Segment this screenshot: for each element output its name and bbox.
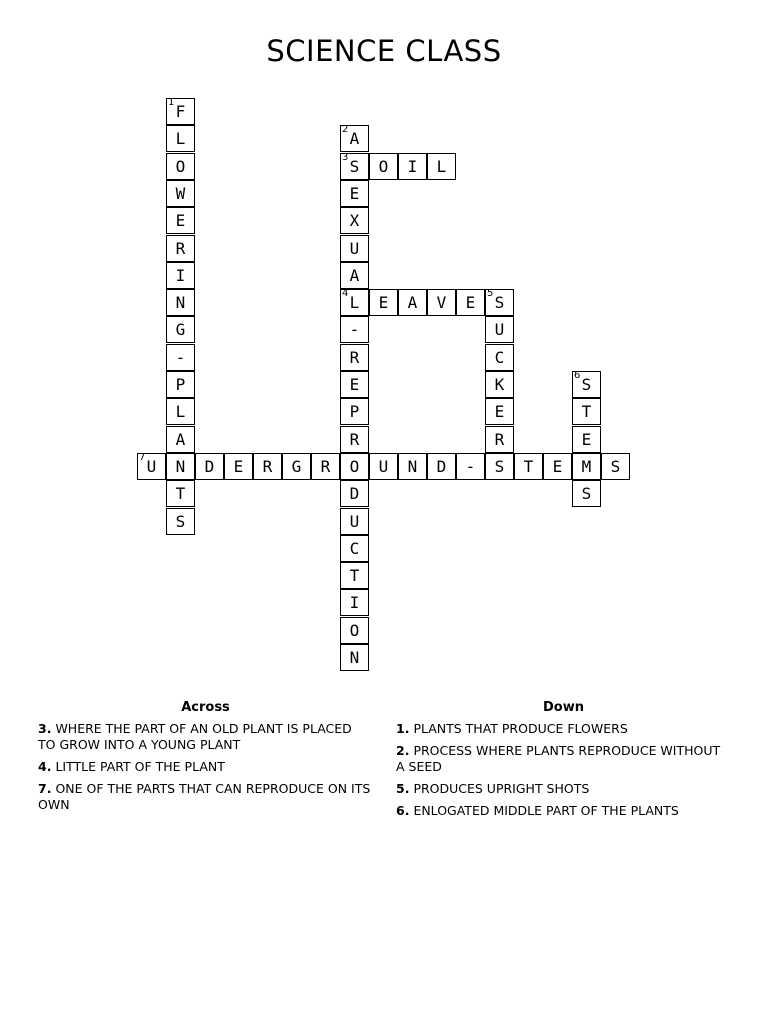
clue-text: PROCESS WHERE PLANTS REPRODUCE WITHOUT A SEED (396, 743, 721, 774)
grid-cell[interactable] (514, 453, 543, 480)
cell-letter: N (175, 457, 186, 476)
grid-cell[interactable] (427, 453, 456, 480)
cell-letter: U (378, 457, 389, 476)
grid-cell[interactable] (601, 453, 630, 480)
cell-letter: N (407, 457, 418, 476)
cell-letter: R (494, 430, 505, 449)
clue-number-label: 7 (139, 452, 146, 463)
cell-letter: R (175, 239, 186, 258)
cell-letter: E (552, 457, 563, 476)
down-heading: Down (543, 700, 584, 715)
grid-cell[interactable] (340, 480, 369, 507)
grid-cell[interactable] (485, 398, 514, 425)
grid-cell[interactable] (166, 453, 195, 480)
grid-cell[interactable] (340, 316, 369, 343)
cell-letter: I (407, 157, 418, 176)
cell-letter: I (175, 266, 186, 285)
cell-letter: T (349, 566, 360, 585)
grid-cell[interactable] (340, 426, 369, 453)
cell-letter: A (407, 293, 418, 312)
grid-cell[interactable] (340, 562, 369, 589)
clue-number: 3. (38, 721, 52, 736)
clue-number: 6. (396, 803, 410, 818)
grid-cell[interactable] (398, 289, 427, 316)
down-clues (396, 700, 731, 825)
grid-cell[interactable] (543, 453, 572, 480)
cell-letter: S (581, 484, 592, 503)
clue-number-label: 5 (487, 288, 494, 299)
cell-letter: O (175, 157, 186, 176)
cell-letter: C (494, 348, 505, 367)
cell-letter: S (494, 293, 505, 312)
clue-number-label: 1 (168, 97, 175, 108)
grid-cell[interactable] (166, 125, 195, 152)
across-clue (38, 781, 373, 813)
grid-cell[interactable] (485, 371, 514, 398)
cell-letter: E (349, 375, 360, 394)
cell-letter: R (320, 457, 331, 476)
clue-text: PRODUCES UPRIGHT SHOTS (413, 781, 590, 796)
clue-number: 5. (396, 781, 410, 796)
cell-letter: O (378, 157, 389, 176)
cell-letter: U (494, 320, 505, 339)
grid-cell[interactable] (340, 644, 369, 671)
grid-cell[interactable] (572, 453, 601, 480)
grid-cell[interactable] (253, 453, 282, 480)
cell-letter: A (349, 266, 360, 285)
grid-cell[interactable] (166, 398, 195, 425)
down-clue (396, 803, 731, 819)
cell-letter: D (204, 457, 215, 476)
cell-letter: P (349, 402, 360, 421)
cell-letter: U (349, 512, 360, 531)
cell-letter: A (349, 129, 360, 148)
clue-number: 1. (396, 721, 410, 736)
grid-cell[interactable] (485, 426, 514, 453)
grid-cell[interactable] (340, 235, 369, 262)
cell-letter: L (436, 157, 447, 176)
grid-cell[interactable] (340, 535, 369, 562)
cell-letter: R (349, 430, 360, 449)
clue-text: ENLOGATED MIDDLE PART OF THE PLANTS (413, 803, 679, 818)
cell-letter: I (349, 593, 360, 612)
grid-cell[interactable] (166, 371, 195, 398)
clue-number: 7. (38, 781, 52, 796)
clue-text: WHERE THE PART OF AN OLD PLANT IS PLACED TO GROW INTO A YOUNG PLANT (38, 721, 352, 752)
cell-letter: T (581, 402, 592, 421)
cell-letter: G (175, 320, 186, 339)
cell-letter: - (465, 457, 476, 476)
cell-letter: D (349, 484, 360, 503)
grid-cell[interactable] (340, 153, 369, 180)
grid-cell[interactable] (166, 98, 195, 125)
grid-cell[interactable] (340, 589, 369, 616)
across-clues (38, 700, 373, 819)
across-clue (38, 759, 373, 775)
grid-cell[interactable] (166, 316, 195, 343)
cell-letter: G (291, 457, 302, 476)
cell-letter: R (349, 348, 360, 367)
grid-cell[interactable] (166, 426, 195, 453)
cell-letter: E (465, 293, 476, 312)
cell-letter: U (146, 457, 157, 476)
grid-cell[interactable] (340, 207, 369, 234)
cell-letter: S (175, 512, 186, 531)
cell-letter: X (349, 211, 360, 230)
cell-letter: N (349, 648, 360, 667)
grid-cell[interactable] (282, 453, 311, 480)
grid-cell[interactable] (340, 125, 369, 152)
grid-cell[interactable] (398, 453, 427, 480)
clue-number-label: 2 (342, 124, 349, 135)
cell-letter: S (581, 375, 592, 394)
grid-cell[interactable] (572, 398, 601, 425)
grid-cell[interactable] (485, 453, 514, 480)
cell-letter: E (494, 402, 505, 421)
grid-cell[interactable] (572, 480, 601, 507)
clue-number: 2. (396, 743, 410, 758)
grid-cell[interactable] (340, 617, 369, 644)
grid-cell[interactable] (398, 153, 427, 180)
cell-letter: E (175, 211, 186, 230)
cell-letter: F (175, 102, 186, 121)
cell-letter: M (581, 457, 592, 476)
grid-cell[interactable] (166, 235, 195, 262)
cell-letter: - (349, 320, 360, 339)
grid-cell[interactable] (166, 153, 195, 180)
down-clue (396, 743, 731, 775)
clue-text: LITTLE PART OF THE PLANT (55, 759, 225, 774)
across-clue (38, 721, 373, 753)
grid-cell[interactable] (340, 180, 369, 207)
cell-letter: U (349, 239, 360, 258)
grid-cell[interactable] (340, 453, 369, 480)
grid-cell[interactable] (340, 262, 369, 289)
grid-cell[interactable] (166, 262, 195, 289)
grid-cell[interactable] (427, 289, 456, 316)
grid-cell[interactable] (485, 316, 514, 343)
grid-cell[interactable] (340, 371, 369, 398)
grid-cell[interactable] (166, 344, 195, 371)
cell-letter: C (349, 539, 360, 558)
cell-letter: N (175, 293, 186, 312)
cell-letter: D (436, 457, 447, 476)
clue-text: PLANTS THAT PRODUCE FLOWERS (413, 721, 628, 736)
clue-number: 4. (38, 759, 52, 774)
grid-cell[interactable] (195, 453, 224, 480)
grid-cell[interactable] (166, 207, 195, 234)
grid-cell[interactable] (340, 508, 369, 535)
grid-cell[interactable] (137, 453, 166, 480)
grid-cell[interactable] (456, 289, 485, 316)
clue-number-label: 6 (574, 370, 581, 381)
cell-letter: E (349, 184, 360, 203)
grid-cell[interactable] (369, 289, 398, 316)
clue-number-label: 4 (342, 288, 349, 299)
grid-cell[interactable] (369, 453, 398, 480)
across-heading: Across (181, 700, 230, 715)
cell-letter: W (175, 184, 186, 203)
grid-cell[interactable] (166, 480, 195, 507)
clue-number-label: 3 (342, 152, 349, 163)
cell-letter: T (523, 457, 534, 476)
cell-letter: L (175, 402, 186, 421)
down-clue (396, 781, 731, 797)
cell-letter: T (175, 484, 186, 503)
cell-letter: S (610, 457, 621, 476)
grid-cell[interactable] (369, 153, 398, 180)
grid-cell[interactable] (340, 344, 369, 371)
cell-letter: - (175, 348, 186, 367)
grid-cell[interactable] (456, 453, 485, 480)
cell-letter: V (436, 293, 447, 312)
grid-cell[interactable] (340, 289, 369, 316)
grid-cell[interactable] (485, 344, 514, 371)
down-clue (396, 721, 731, 737)
grid-cell[interactable] (224, 453, 253, 480)
cell-letter: S (349, 157, 360, 176)
cell-letter: P (175, 375, 186, 394)
cell-letter: E (581, 430, 592, 449)
cell-letter: E (233, 457, 244, 476)
clue-text: ONE OF THE PARTS THAT CAN REPRODUCE ON ITS OWN (38, 781, 371, 812)
grid-cell[interactable] (427, 153, 456, 180)
cell-letter: L (349, 293, 360, 312)
grid-cell[interactable] (166, 289, 195, 316)
grid-cell[interactable] (572, 371, 601, 398)
grid-cell[interactable] (311, 453, 340, 480)
grid-cell[interactable] (572, 426, 601, 453)
cell-letter: O (349, 457, 360, 476)
cell-letter: L (175, 129, 186, 148)
cell-letter: S (494, 457, 505, 476)
cell-letter: O (349, 621, 360, 640)
grid-cell[interactable] (166, 508, 195, 535)
cell-letter: K (494, 375, 505, 394)
page-title: SCIENCE CLASS (266, 34, 502, 68)
cell-letter: A (175, 430, 186, 449)
cell-letter: E (378, 293, 389, 312)
grid-cell[interactable] (485, 289, 514, 316)
grid-cell[interactable] (340, 398, 369, 425)
grid-cell[interactable] (166, 180, 195, 207)
cell-letter: R (262, 457, 273, 476)
